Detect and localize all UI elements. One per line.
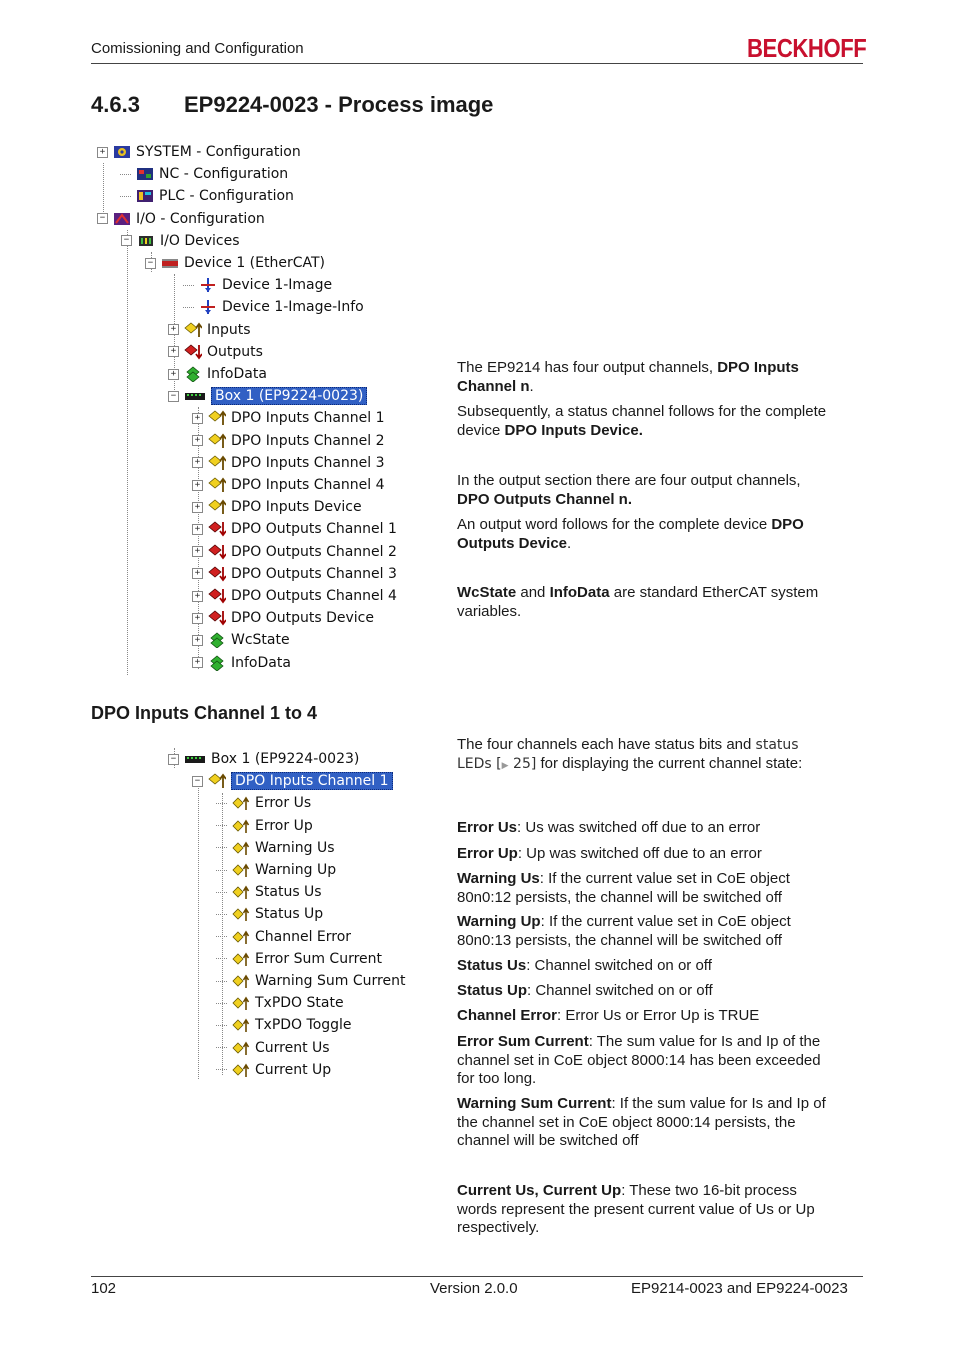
variable-icon	[232, 951, 250, 967]
inputs-icon	[208, 433, 226, 449]
tree-connector	[216, 803, 227, 804]
definition-term: Current Us, Current Up	[457, 1182, 622, 1199]
tree1-item-label: DPO Outputs Channel 1	[231, 521, 397, 538]
tree2-item-row[interactable]	[216, 859, 336, 881]
infodata-icon	[208, 655, 226, 671]
product-label: EP9214-0023 and EP9224-0023	[631, 1280, 848, 1297]
tree-connector	[120, 174, 131, 175]
tree1-item-row[interactable]	[192, 563, 397, 585]
tree1-item-label: NC - Configuration	[159, 166, 289, 183]
tree1-item-row[interactable]	[168, 319, 251, 341]
inputs-icon	[208, 455, 226, 471]
infodata-icon	[184, 366, 202, 382]
tree-connector	[216, 847, 227, 848]
variable-icon	[232, 795, 250, 811]
tree1-item-row[interactable]	[192, 430, 385, 452]
inputs-icon	[208, 499, 226, 515]
collapse-icon[interactable]: −	[168, 754, 179, 765]
variable-icon	[232, 1017, 250, 1033]
tree1-item-row[interactable]	[192, 541, 397, 563]
box-icon	[184, 388, 206, 404]
tree-connector	[183, 285, 194, 286]
expand-icon[interactable]: +	[192, 546, 203, 557]
tree2-item-row[interactable]	[216, 1059, 331, 1081]
tree2-item-label: Error Up	[255, 817, 313, 834]
tree2-item-row[interactable]	[168, 748, 359, 770]
tree1-item-row[interactable]	[192, 452, 385, 474]
tree1-item-label: Device 1-Image-Info	[222, 299, 364, 316]
definition-item	[457, 1007, 827, 1026]
tree1-item-row[interactable]	[192, 496, 362, 518]
box-icon	[184, 751, 206, 767]
tree1-item-label: Device 1-Image	[222, 277, 333, 294]
outputs-icon	[208, 521, 226, 537]
collapse-icon[interactable]: −	[145, 258, 156, 269]
paragraph-system-variables: WcState and InfoData are standard EtherCAT system variables.	[457, 584, 819, 620]
definition-item	[457, 819, 827, 838]
tree2-item-row[interactable]	[216, 926, 351, 948]
tree2-item-row[interactable]	[192, 770, 393, 792]
tree1-item-row[interactable]	[120, 185, 294, 207]
definition-term: Error Up	[457, 845, 518, 862]
tree1-item-label: DPO Inputs Channel 2	[231, 432, 385, 449]
inputs-icon	[184, 322, 202, 338]
outputs-icon	[208, 566, 226, 582]
tree2-item-label: Warning Sum Current	[255, 973, 406, 989]
tree-connector	[216, 958, 227, 959]
variable-icon	[232, 973, 250, 989]
tree1-item-row[interactable]	[192, 652, 291, 674]
tree2-item-row[interactable]	[216, 992, 344, 1014]
definition-item	[457, 1033, 827, 1089]
tree1-item-label: DPO Outputs Channel 4	[231, 588, 397, 604]
expand-icon[interactable]: +	[192, 568, 203, 579]
definition-item	[457, 870, 827, 907]
tree1-item-row[interactable]	[168, 363, 267, 385]
expand-icon[interactable]: +	[192, 613, 203, 624]
tree2-item-label: TxPDO State	[255, 995, 344, 1012]
section-heading	[91, 92, 493, 118]
variable-icon	[232, 1040, 250, 1056]
system-icon	[113, 144, 131, 160]
collapse-icon[interactable]: −	[97, 213, 108, 224]
tree-connector	[216, 1003, 227, 1004]
ethercat-device-icon	[161, 255, 179, 271]
tree1-item-row[interactable]	[192, 474, 385, 496]
tree1-item-row[interactable]	[183, 274, 332, 296]
paragraph-channel-intro: The four channels each have status bits and status LEDs [▶ 25] for displaying the current channel state:	[457, 736, 803, 772]
variable-icon	[232, 818, 250, 834]
variable-icon	[232, 884, 250, 900]
definition-item	[457, 845, 827, 864]
tree2-item-label: DPO Inputs Channel 1	[231, 772, 393, 790]
tree1-item-label: SYSTEM - Configuration	[136, 144, 301, 160]
definition-item	[457, 1182, 827, 1238]
tree2-item-row[interactable]	[216, 970, 405, 992]
tree-connector	[216, 981, 227, 982]
expand-icon[interactable]: +	[192, 502, 203, 513]
tree2-item-label: Error Sum Current	[255, 950, 383, 967]
tree1-item-row[interactable]	[183, 296, 364, 318]
tree1-item-label: DPO Inputs Device	[231, 499, 362, 516]
tree1-item-row[interactable]	[192, 407, 385, 429]
tree-connector	[216, 892, 227, 893]
tree-connector	[216, 1069, 227, 1070]
paragraph-output-word: An output word follows for the complete device DPO Outputs Device.	[457, 516, 804, 552]
tree2-item-label: Current Us	[255, 1039, 330, 1056]
tree-connector	[216, 914, 227, 915]
image-icon	[199, 277, 217, 293]
variable-icon	[232, 1062, 250, 1078]
definition-term: Status Us	[457, 957, 527, 974]
subheading: DPO Inputs Channel 1 to 4	[91, 703, 318, 723]
plc-icon	[136, 188, 154, 204]
tree2-item-row[interactable]	[216, 903, 323, 925]
definition-item	[457, 982, 827, 1001]
definition-text: : If the current value set in CoE object 80n0:12 persists, the channel will be switched off	[457, 870, 790, 906]
definition-text: : If the sum value for Is and Ip of the channel set in CoE object 8000:14 persists, the channel will be switched off	[457, 1095, 826, 1149]
tree1-item-label: WcState	[231, 632, 290, 649]
tree1-item-label: DPO Inputs Channel 1	[231, 410, 385, 427]
page-number: 102	[91, 1280, 117, 1297]
outputs-icon	[208, 544, 226, 560]
tree-connector	[216, 825, 227, 826]
tree-connector	[216, 1047, 227, 1048]
definition-term: Warning Sum Current	[457, 1095, 612, 1112]
tree-guide-line	[127, 230, 128, 675]
section-title: EP9224-0023 - Process image	[184, 92, 494, 117]
section-number: 4.6.3	[91, 92, 140, 117]
tree1-item-row[interactable]	[97, 141, 301, 163]
collapse-icon[interactable]: −	[121, 235, 132, 246]
definition-item	[457, 913, 827, 950]
arrow-right-icon: ▶	[501, 760, 509, 771]
tree-connector	[216, 1025, 227, 1026]
tree-connector	[120, 196, 131, 197]
tree1-item-label: I/O - Configuration	[136, 210, 265, 227]
expand-icon[interactable]: +	[192, 457, 203, 468]
io-icon	[113, 211, 131, 227]
tree1-item-label: PLC - Configuration	[159, 188, 294, 205]
definition-text: : Channel switched on or off	[527, 982, 713, 999]
tree2-item-row[interactable]	[216, 815, 313, 837]
tree2-item-row[interactable]	[216, 792, 311, 814]
definition-term: Warning Up	[457, 913, 541, 930]
definition-text: : The sum value for Is and Ip of the channel set in CoE object 8000:14 has been exceeded for too long.	[457, 1033, 821, 1087]
tree-connector	[183, 307, 194, 308]
collapse-icon[interactable]: −	[168, 391, 179, 402]
expand-icon[interactable]: +	[192, 413, 203, 424]
collapse-icon[interactable]: −	[192, 776, 203, 787]
beckhoff-logo: BECKHOFF	[747, 33, 867, 63]
io-devices-icon	[137, 233, 155, 249]
header-rule	[91, 63, 863, 64]
paragraph-output-section: In the output section there are four output channels, DPO Outputs Channel n.	[457, 472, 801, 508]
tree2-item-label: Warning Up	[255, 862, 337, 878]
status-leds-link[interactable]: status LEDs [▶ 25]	[457, 737, 799, 772]
definition-text: : Channel switched on or off	[526, 957, 712, 974]
expand-icon[interactable]: +	[97, 147, 108, 158]
tree2-item-label: Box 1 (EP9224-0023)	[211, 751, 360, 767]
inputs-icon	[208, 477, 226, 493]
tree2-item-row[interactable]	[216, 1037, 330, 1059]
expand-icon[interactable]: +	[192, 591, 203, 602]
image-icon	[199, 299, 217, 315]
tree1-item-label: DPO Outputs Channel 2	[231, 543, 397, 560]
definition-text: : If the current value set in CoE object 80n0:13 persists, the channel will be switched off	[457, 913, 791, 949]
tree-guide-line	[198, 781, 199, 1079]
definition-term: Channel Error	[457, 1007, 558, 1024]
tree2-item-label: TxPDO Toggle	[255, 1017, 352, 1034]
definition-term: Error Us	[457, 819, 518, 836]
expand-icon[interactable]: +	[192, 524, 203, 535]
definition-term: Error Sum Current	[457, 1033, 589, 1050]
definition-text: : Us was switched off due to an error	[517, 819, 761, 836]
definition-text: : Error Us or Error Up is TRUE	[557, 1007, 760, 1024]
tree1-item-row[interactable]	[192, 585, 397, 607]
tree1-item-row[interactable]	[192, 518, 397, 540]
tree2-item-row[interactable]	[216, 881, 322, 903]
footer-rule	[91, 1276, 863, 1277]
tree1-item-row[interactable]	[168, 385, 367, 407]
nc-icon	[136, 166, 154, 182]
tree2-item-row[interactable]	[216, 1014, 352, 1036]
infodata-icon	[208, 632, 226, 648]
tree1-item-label: Inputs	[207, 321, 251, 338]
tree2-item-row[interactable]	[216, 837, 335, 859]
variable-icon	[232, 862, 250, 878]
tree1-item-label: DPO Outputs Device	[231, 610, 374, 627]
variable-icon	[232, 906, 250, 922]
definition-term: Status Up	[457, 982, 528, 999]
tree1-item-label: Outputs	[207, 343, 263, 360]
expand-icon[interactable]: +	[168, 369, 179, 380]
outputs-icon	[208, 610, 226, 626]
variable-icon	[232, 929, 250, 945]
expand-icon[interactable]: +	[192, 480, 203, 491]
expand-icon[interactable]: +	[192, 657, 203, 668]
tree1-item-label: InfoData	[231, 654, 291, 671]
tree1-item-row[interactable]	[145, 252, 325, 274]
tree2-item-label: Error Us	[255, 795, 312, 812]
definition-text: : Up was switched off due to an error	[517, 845, 762, 862]
outputs-icon	[208, 588, 226, 604]
expand-icon[interactable]: +	[192, 635, 203, 646]
tree1-item-row[interactable]	[121, 230, 240, 252]
tree2-item-label: Status Up	[255, 906, 324, 923]
tree1-item-label: Box 1 (EP9224-0023)	[211, 387, 367, 405]
tree1-item-row[interactable]	[97, 208, 265, 230]
tree2-item-label: Current Up	[255, 1061, 332, 1078]
outputs-icon	[184, 344, 202, 360]
expand-icon[interactable]: +	[168, 346, 179, 357]
paragraph-status-channel: Subsequently, a status channel follows for the complete device DPO Inputs Device.	[457, 403, 827, 439]
tree1-item-row[interactable]	[120, 163, 288, 185]
tree1-item-label: DPO Inputs Channel 4	[231, 477, 385, 493]
variable-icon	[232, 840, 250, 856]
tree-connector	[216, 870, 227, 871]
tree-connector	[216, 936, 227, 937]
paragraph-output-channels: The EP9214 has four output channels, DPO Inputs Channel n.	[457, 359, 799, 395]
tree2-item-label: Warning Us	[255, 839, 335, 856]
definition-text: : These two 16-bit process words represent the present current value of Us or Up respectively.	[457, 1182, 815, 1236]
variable-icon	[232, 995, 250, 1011]
header-section-title: Comissioning and Configuration	[91, 40, 304, 57]
definition-item	[457, 957, 827, 976]
tree1-item-label: I/O Devices	[160, 232, 240, 249]
inputs-icon	[208, 773, 226, 789]
tree2-item-row[interactable]	[216, 948, 382, 970]
version-label: Version 2.0.0	[430, 1280, 518, 1297]
definition-item	[457, 1095, 827, 1151]
tree2-item-label: Status Us	[255, 884, 322, 901]
tree1-item-row[interactable]	[168, 341, 263, 363]
tree1-item-label: InfoData	[207, 366, 267, 382]
tree1-item-row[interactable]	[192, 629, 290, 651]
definition-term: Warning Us	[457, 870, 540, 887]
tree2-item-label: Channel Error	[255, 928, 352, 945]
inputs-icon	[208, 410, 226, 426]
tree1-item-label: DPO Outputs Channel 3	[231, 565, 397, 582]
tree1-item-label: Device 1 (EtherCAT)	[184, 255, 326, 271]
tree1-item-label: DPO Inputs Channel 3	[231, 454, 385, 471]
expand-icon[interactable]: +	[168, 324, 179, 335]
expand-icon[interactable]: +	[192, 435, 203, 446]
tree1-item-row[interactable]	[192, 607, 374, 629]
